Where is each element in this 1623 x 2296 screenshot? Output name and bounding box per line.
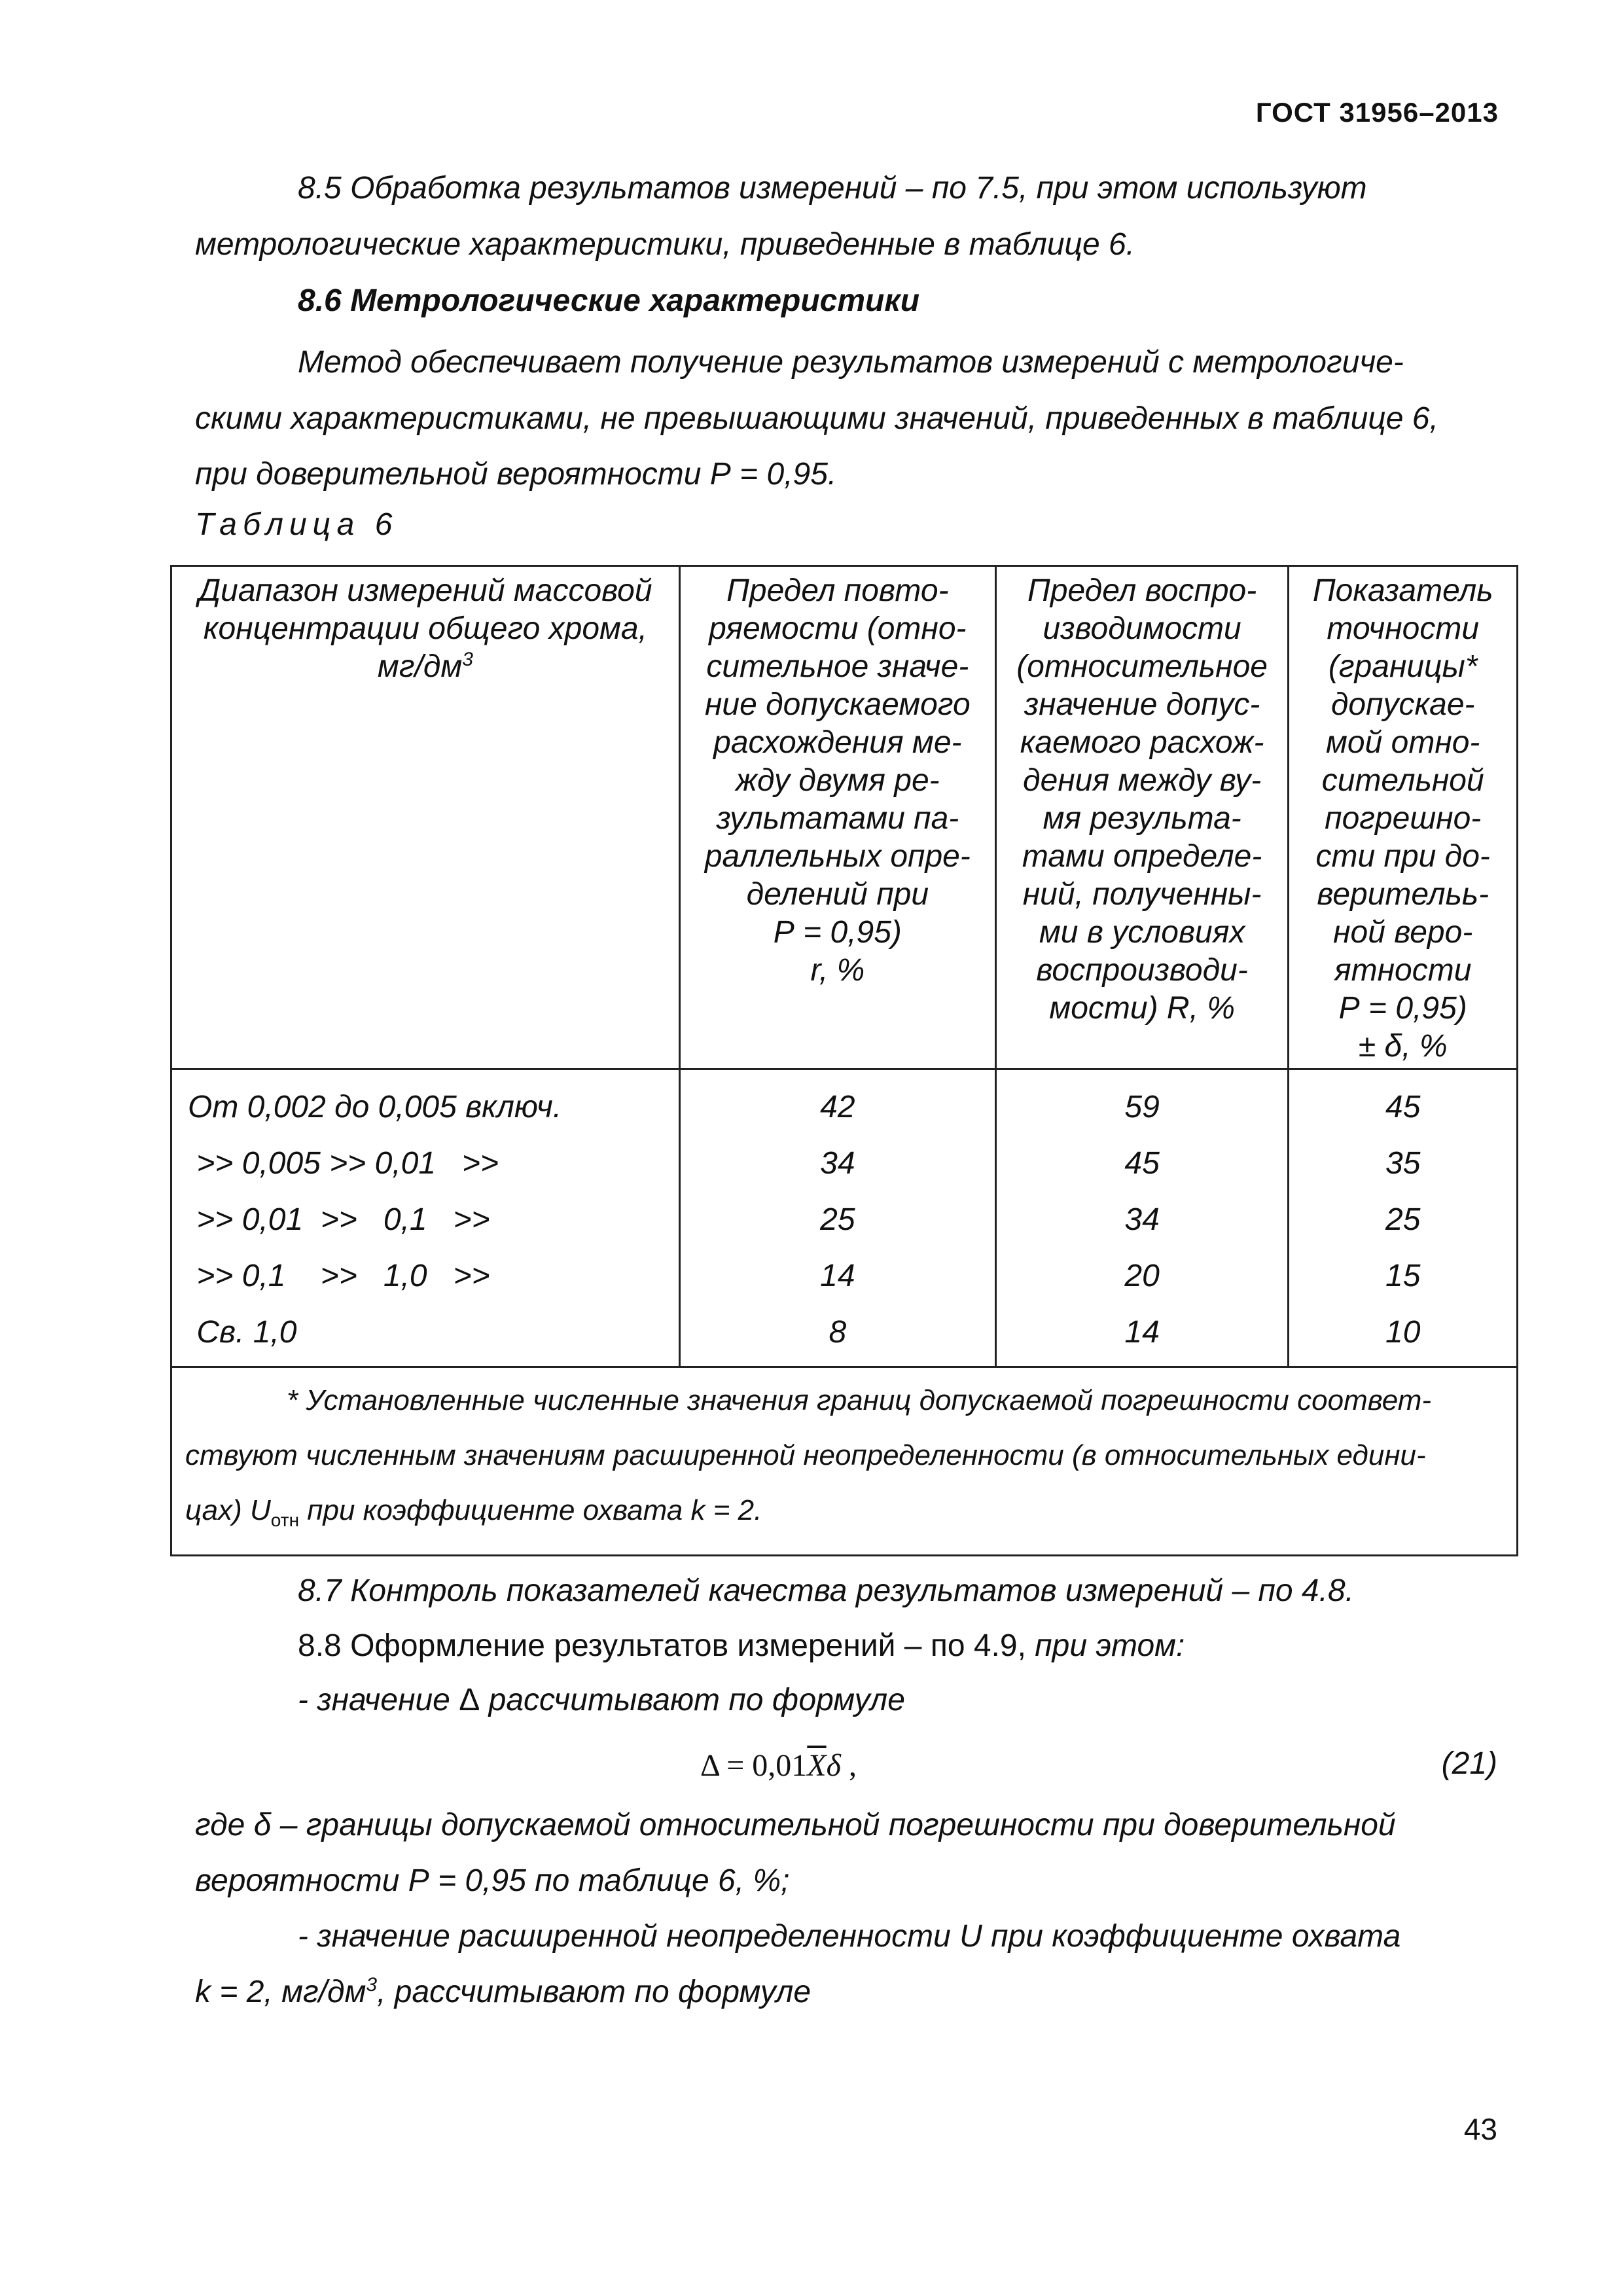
where-line2: вероятности Р = 0,95 по таблице 6, %; (195, 1863, 790, 1898)
accuracy-column (1289, 1069, 1518, 1367)
page-number: 43 (1463, 2112, 1497, 2146)
accuracy-cell: 10 (1385, 1315, 1421, 1350)
accuracy-cell: 35 (1385, 1146, 1421, 1181)
header-range (171, 566, 680, 1069)
footnote-line: * Установленные численные значения границ допускаемой погрешности соответ- (287, 1384, 1431, 1416)
range-cell: От 0,002 до 0,005 включ. (188, 1090, 562, 1124)
bullet-delta: - значение Δ рассчитывают по формуле (298, 1683, 905, 1717)
repeatability-cell: 34 (820, 1146, 855, 1181)
section-8-6-line3: при доверительной вероятности Р = 0,95. (195, 457, 837, 492)
bullet-u-line1: - значение расширенной неопределенности U при коэффициенте охвата (298, 1919, 1401, 1954)
section-8-7: 8.7 Контроль показателей качества результатов измерений – по 4.8. (298, 1573, 1354, 1608)
reproducibility-cell: 34 (1124, 1202, 1160, 1237)
header-accuracy: Показатель точности (границы* допускае- мой отно- сительной погрешно- сти при до- верительь- ной веро- ятности Р = 0,95) ± δ, % (1289, 566, 1518, 1069)
footnote-line: цах) $U_{отн}$ при коэффициенте охвата k = 2. (185, 1494, 762, 1530)
range-cell: >> 0,1 >> 1,0 >> (188, 1259, 490, 1293)
range-column (171, 1069, 680, 1367)
range-cell: Св. 1,0 (188, 1315, 297, 1350)
bullet-u-line2: k = 2, $мг/дм^3$, рассчитывают по формуле (195, 1974, 812, 2009)
repeatability-column (679, 1069, 995, 1367)
formula-21: $\Delta = 0,01\overline{X}\delta$ , (700, 1748, 857, 1783)
header-range-line: Диапазон измерений массовой (198, 573, 652, 608)
section-8-6-line2: скими характеристиками, не превышающими значений, приведенных в таблице 6, (195, 401, 1438, 436)
table-data-row (171, 1069, 1518, 1367)
document-header: ГОСТ 31956–2013 (1255, 97, 1499, 128)
accuracy-cell: 25 (1385, 1202, 1421, 1237)
table-footnote (171, 1367, 1518, 1556)
header-range-unit: $мг/дм^3$ (377, 649, 473, 684)
accuracy-cell: 45 (1385, 1090, 1421, 1124)
table-header-row (171, 566, 1518, 1069)
footnote-line: ствуют численным значениям расширенной неопределенности (в относительных едини- (185, 1439, 1426, 1471)
repeatability-cell: 14 (820, 1259, 855, 1293)
table-footnote-row (171, 1367, 1518, 1556)
metrology-table (170, 565, 1518, 1556)
reproducibility-cell: 14 (1124, 1315, 1160, 1350)
repeatability-cell: 25 (820, 1202, 855, 1237)
table-caption: Таблица 6 (195, 507, 399, 542)
section-8-5-line1: 8.5 Обработка результатов измерений – по 7.5, при этом используют (298, 171, 1367, 206)
section-8-6-title: 8.6 Метрологические характеристики (298, 283, 920, 318)
reproducibility-column (995, 1069, 1289, 1367)
reproducibility-cell: 59 (1124, 1090, 1160, 1124)
section-8-8: 8.8 Оформление результатов измерений – по 4.9, при этом: (298, 1628, 1185, 1663)
accuracy-cell: 15 (1385, 1259, 1421, 1293)
range-cell: >> 0,005 >> 0,01 >> (188, 1146, 499, 1181)
header-repeatability: Предел повто- ряемости (отно- сительное значе- ние допускаемого расхождения ме- жду двумя ре- зультатами па- раллельных опре- делений при Р = 0,95) r, % (679, 566, 995, 1069)
where-line1: где δ – границы допускаемой относительной погрешности при доверительной (195, 1808, 1396, 1842)
reproducibility-cell: 20 (1124, 1259, 1160, 1293)
range-cell: >> 0,01 >> 0,1 >> (188, 1202, 490, 1237)
section-8-6-line1: Метод обеспечивает получение результатов измерений с метрологиче- (298, 345, 1404, 380)
formula-number: (21) (1441, 1746, 1497, 1781)
repeatability-cell: 42 (820, 1090, 855, 1124)
header-range-line: концентрации общего хрома, (203, 611, 647, 646)
reproducibility-cell: 45 (1124, 1146, 1160, 1181)
header-reproducibility: Предел воспро- изводимости (относительное значение допус- каемого расхож- дения между ву- мя результа- тами определе- ний, полученны- ми в условиях воспроизводи- мости) R, % (995, 566, 1289, 1069)
section-8-5-line2: метрологические характеристики, приведенные в таблице 6. (195, 227, 1135, 262)
repeatability-cell: 8 (829, 1315, 847, 1350)
